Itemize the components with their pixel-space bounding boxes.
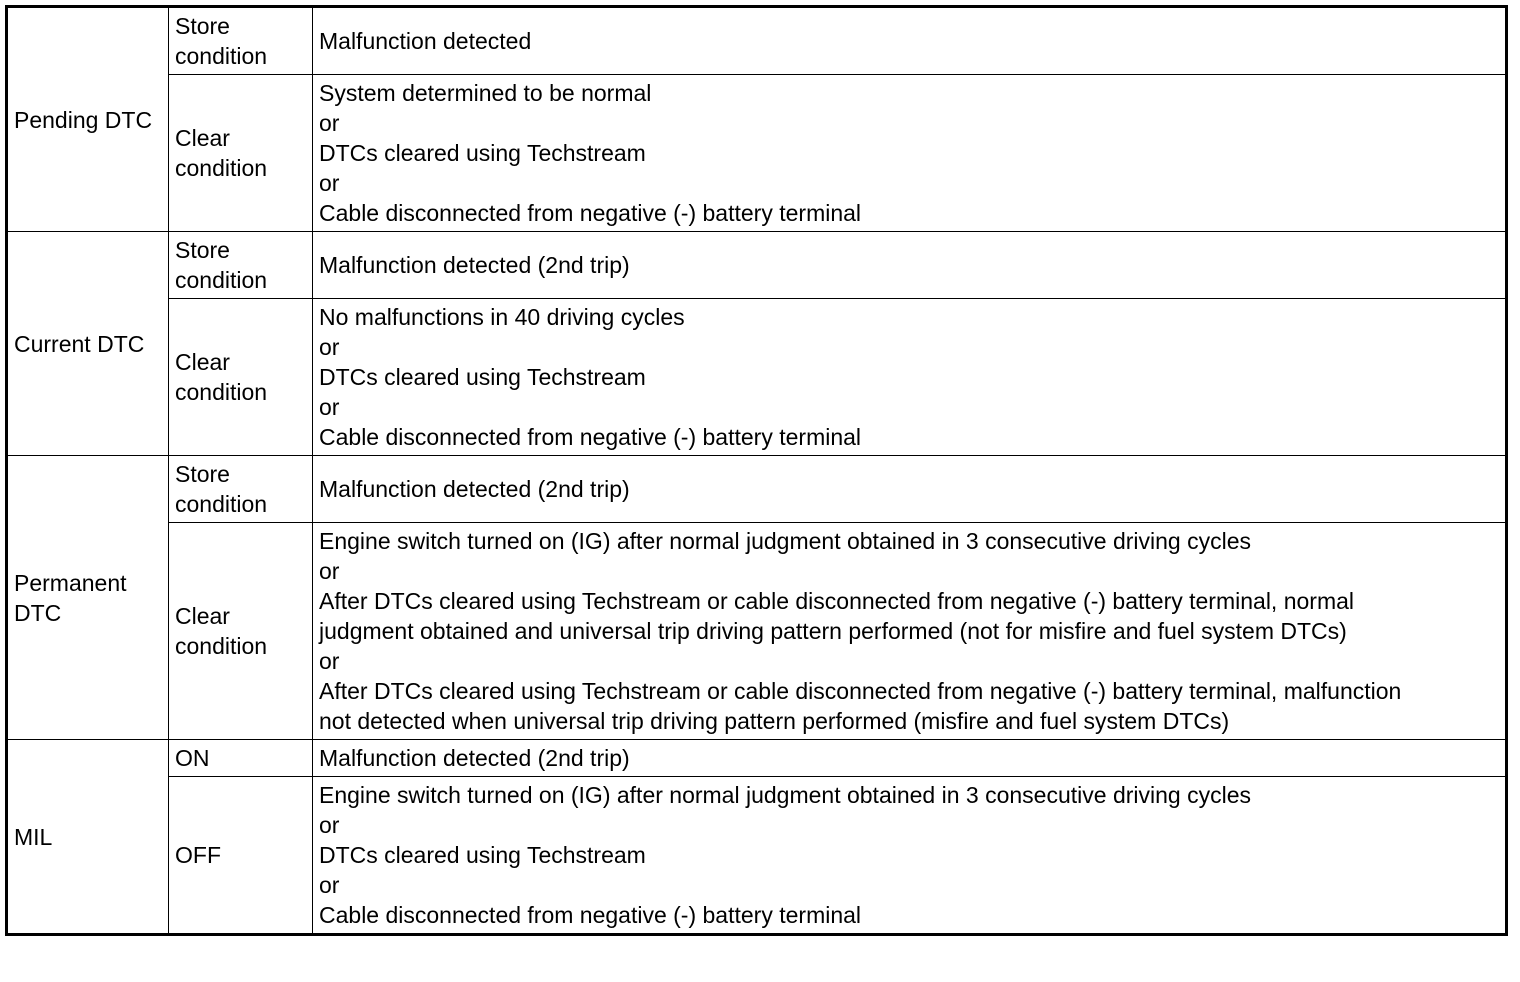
condition-label-cell — [169, 777, 313, 935]
description-line: or — [319, 110, 340, 136]
description-line: Cable disconnected from negative (-) battery terminal — [319, 902, 862, 928]
description-line: Engine switch turned on (IG) after normal judgment obtained in 3 consecutive driving cycles — [319, 782, 1251, 808]
condition-description-cell — [313, 232, 1507, 299]
description-line: DTCs cleared using Techstream — [319, 842, 646, 868]
group-label: Current DTC — [14, 330, 145, 357]
table-row — [7, 232, 1507, 299]
table-row — [7, 523, 1507, 740]
group-label-cell — [7, 456, 169, 740]
condition-description-cell — [313, 523, 1507, 740]
table-row — [7, 7, 1507, 75]
group-label-cell — [7, 232, 169, 456]
condition-label: Clear — [175, 125, 230, 151]
table-row — [7, 777, 1507, 935]
table-body — [7, 7, 1507, 935]
dtc-conditions-table — [5, 5, 1508, 936]
description-line: not detected when universal trip driving pattern performed (misfire and fuel system DTCs) — [319, 708, 1230, 734]
table-row — [7, 299, 1507, 456]
condition-label: condition — [175, 633, 268, 659]
description-line: or — [319, 648, 340, 674]
description-line: No malfunctions in 40 driving cycles — [319, 304, 685, 330]
condition-label-cell — [169, 75, 313, 232]
description-line: or — [319, 872, 340, 898]
description-line: Malfunction detected (2nd trip) — [319, 476, 630, 502]
description-line: Cable disconnected from negative (-) battery terminal — [319, 424, 862, 450]
condition-description-cell — [313, 299, 1507, 456]
table-row — [7, 456, 1507, 523]
condition-description-cell — [313, 75, 1507, 232]
description-line: Malfunction detected — [319, 28, 532, 54]
group-label: Pending DTC — [14, 106, 153, 133]
condition-label: condition — [175, 43, 268, 69]
condition-label: Store — [175, 237, 230, 263]
description-line: Cable disconnected from negative (-) battery terminal — [319, 200, 862, 226]
description-line: After DTCs cleared using Techstream or cable disconnected from negative (-) battery terminal, normal — [319, 588, 1355, 614]
condition-description-cell — [313, 7, 1507, 75]
condition-label: Clear — [175, 603, 230, 629]
description-line: After DTCs cleared using Techstream or cable disconnected from negative (-) battery terminal, malfunction — [319, 678, 1402, 704]
condition-label-cell — [169, 740, 313, 777]
condition-label: OFF — [175, 842, 221, 868]
condition-label: condition — [175, 379, 268, 405]
group-label: MIL — [14, 823, 53, 850]
condition-label: Store — [175, 13, 230, 39]
description-line: Engine switch turned on (IG) after normal judgment obtained in 3 consecutive driving cycles — [319, 528, 1251, 554]
condition-label-cell — [169, 299, 313, 456]
description-line: judgment obtained and universal trip driving pattern performed (not for misfire and fuel system DTCs) — [319, 618, 1347, 644]
description-line: DTCs cleared using Techstream — [319, 364, 646, 390]
description-line: or — [319, 812, 340, 838]
description-line: or — [319, 394, 340, 420]
condition-label-cell — [169, 7, 313, 75]
condition-description-cell — [313, 456, 1507, 523]
condition-description-cell — [313, 740, 1507, 777]
group-label: Permanent — [14, 569, 127, 596]
group-label-cell — [7, 7, 169, 232]
condition-label-cell — [169, 456, 313, 523]
description-line: System determined to be normal — [319, 80, 652, 106]
description-line: or — [319, 334, 340, 360]
description-line: or — [319, 558, 340, 584]
description-line: Malfunction detected (2nd trip) — [319, 252, 630, 278]
table-row — [7, 75, 1507, 232]
description-line: or — [319, 170, 340, 196]
group-label-cell — [7, 740, 169, 935]
description-line: Malfunction detected (2nd trip) — [319, 745, 630, 771]
condition-label-cell — [169, 232, 313, 299]
group-label: DTC — [14, 599, 62, 626]
condition-label: Store — [175, 461, 230, 487]
condition-description-cell — [313, 777, 1507, 935]
condition-label: Clear — [175, 349, 230, 375]
description-line: DTCs cleared using Techstream — [319, 140, 646, 166]
condition-label: condition — [175, 491, 268, 517]
condition-label: ON — [175, 745, 210, 771]
table-row — [7, 740, 1507, 777]
condition-label: condition — [175, 155, 268, 181]
condition-label: condition — [175, 267, 268, 293]
condition-label-cell — [169, 523, 313, 740]
